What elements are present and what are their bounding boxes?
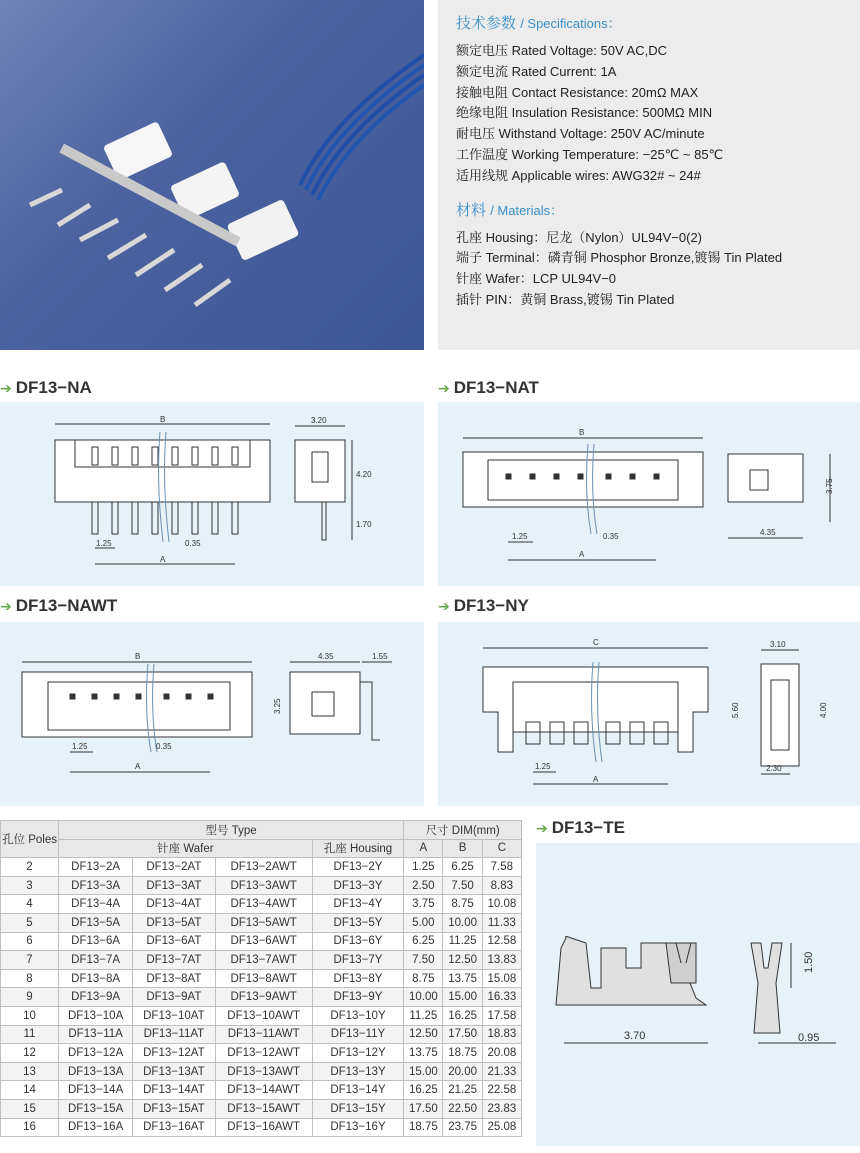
- dim-label: 1.25: [535, 762, 551, 771]
- table-cell: DF13−6A: [59, 932, 133, 951]
- table-cell: DF13−12AWT: [215, 1044, 312, 1063]
- table-cell: DF13−15Y: [312, 1099, 403, 1118]
- table-row: [1, 1081, 522, 1100]
- table-cell: 6.25: [443, 858, 482, 877]
- table-cell: DF13−3AWT: [215, 876, 312, 895]
- dim-label: 4.00: [819, 702, 828, 718]
- table-cell: 14: [1, 1081, 59, 1100]
- dim-label: 3.20: [311, 416, 327, 425]
- table-cell: DF13−10A: [59, 1006, 133, 1025]
- table-cell: 12: [1, 1044, 59, 1063]
- dim-label: 3.70: [624, 1030, 646, 1042]
- table-cell: DF13−14AWT: [215, 1081, 312, 1100]
- spec-line: 额定电压 Rated Voltage: 50V AC,DC: [456, 43, 667, 58]
- dim-label: 3.10: [770, 640, 786, 649]
- table-cell: DF13−15A: [59, 1099, 133, 1118]
- table-cell: DF13−13AWT: [215, 1062, 312, 1081]
- dim-label: 3.75: [825, 478, 834, 494]
- dim-label: A: [593, 775, 599, 784]
- dim-label: B: [579, 428, 585, 437]
- dim-label: A: [135, 762, 141, 771]
- table-cell: 5: [1, 913, 59, 932]
- table-cell: 22.58: [482, 1081, 521, 1100]
- table-cell: DF13−7Y: [312, 951, 403, 970]
- dim-label: 1.50: [803, 951, 815, 973]
- table-cell: DF13−10AT: [133, 1006, 215, 1025]
- table-cell: DF13−13AT: [133, 1062, 215, 1081]
- table-cell: DF13−16A: [59, 1118, 133, 1137]
- header-type: 型号 Type: [59, 821, 404, 840]
- table-cell: 21.25: [443, 1081, 482, 1100]
- table-row: [1, 1044, 522, 1063]
- table-cell: DF13−13Y: [312, 1062, 403, 1081]
- table-cell: DF13−14AT: [133, 1081, 215, 1100]
- table-cell: DF13−4A: [59, 895, 133, 914]
- table-cell: DF13−4Y: [312, 895, 403, 914]
- table-cell: DF13−9AWT: [215, 988, 312, 1007]
- table-row: [1, 969, 522, 988]
- table-cell: 11: [1, 1025, 59, 1044]
- table-cell: DF13−9AT: [133, 988, 215, 1007]
- table-cell: DF13−14Y: [312, 1081, 403, 1100]
- table-cell: DF13−4AT: [133, 895, 215, 914]
- table-cell: DF13−2AT: [133, 858, 215, 877]
- table-cell: 6: [1, 932, 59, 951]
- table-cell: 23.83: [482, 1099, 521, 1118]
- table-row: [1, 1118, 522, 1137]
- drawing-nat: [438, 402, 860, 586]
- table-cell: 12.50: [404, 1025, 443, 1044]
- table-cell: 15.00: [404, 1062, 443, 1081]
- spec-line: 工作温度 Working Temperature: −25℃ ~ 85℃: [456, 146, 724, 162]
- header-a: A: [404, 839, 443, 858]
- material-line: 孔座 Housing：尼龙（Nylon）UL94V−0(2): [456, 229, 703, 245]
- table-cell: DF13−6Y: [312, 932, 403, 951]
- dim-label: 2.30: [766, 764, 782, 773]
- table-cell: 3: [1, 876, 59, 895]
- table-cell: 7.50: [443, 876, 482, 895]
- table-cell: 10.00: [443, 913, 482, 932]
- table-cell: DF13−4AWT: [215, 895, 312, 914]
- table-cell: 17.50: [443, 1025, 482, 1044]
- table-cell: DF13−11AWT: [215, 1025, 312, 1044]
- dimension-table: [0, 820, 522, 1137]
- arrow-icon: ➔: [0, 379, 12, 396]
- table-cell: DF13−10Y: [312, 1006, 403, 1025]
- dim-label: 0.35: [603, 532, 619, 541]
- header-wafer: 针座 Wafer: [59, 839, 313, 858]
- arrow-icon: ➔: [438, 597, 450, 614]
- table-row: [1, 932, 522, 951]
- table-cell: DF13−5A: [59, 913, 133, 932]
- table-cell: 18.75: [404, 1118, 443, 1137]
- section-title-ny: ➔ DF13−NY: [438, 596, 529, 615]
- table-cell: 15: [1, 1099, 59, 1118]
- section-title-na: ➔ DF13−NA: [0, 378, 92, 397]
- table-cell: DF13−11AT: [133, 1025, 215, 1044]
- table-cell: DF13−5AWT: [215, 913, 312, 932]
- arrow-icon: ➔: [438, 379, 450, 396]
- drawing-nawt: [0, 622, 424, 806]
- section-title-nawt: ➔ DF13−NAWT: [0, 596, 118, 615]
- dim-label: 1.25: [512, 532, 528, 541]
- table-cell: 21.33: [482, 1062, 521, 1081]
- table-cell: 20.08: [482, 1044, 521, 1063]
- drawing-te: [536, 843, 860, 1146]
- table-cell: DF13−12A: [59, 1044, 133, 1063]
- dim-label: 1.25: [72, 742, 88, 751]
- table-cell: DF13−8Y: [312, 969, 403, 988]
- table-row: [1, 858, 522, 877]
- spec-line: 额定电流 Rated Current: 1A: [456, 63, 617, 79]
- table-cell: DF13−7AT: [133, 951, 215, 970]
- dim-label: 1.55: [372, 652, 388, 661]
- table-row: [1, 1062, 522, 1081]
- section-title-te: ➔ DF13−TE: [536, 818, 625, 837]
- table-row: [1, 1006, 522, 1025]
- dim-label: A: [160, 555, 166, 564]
- table-cell: DF13−8A: [59, 969, 133, 988]
- table-cell: 13.75: [404, 1044, 443, 1063]
- table-cell: DF13−3A: [59, 876, 133, 895]
- table-cell: 8.75: [443, 895, 482, 914]
- section-title-nat: ➔ DF13−NAT: [438, 378, 539, 397]
- dim-label: 0.35: [185, 539, 201, 548]
- dim-label: B: [160, 415, 166, 424]
- dim-label: 0.95: [798, 1032, 820, 1044]
- table-cell: DF13−14A: [59, 1081, 133, 1100]
- table-cell: 18.83: [482, 1025, 521, 1044]
- spec-line: 耐电压 Withstand Voltage: 250V AC/minute: [456, 126, 705, 142]
- dim-label: 3.25: [273, 698, 282, 714]
- table-cell: DF13−8AWT: [215, 969, 312, 988]
- table-cell: 17.58: [482, 1006, 521, 1025]
- materials-heading: 材料 / Materials：: [456, 201, 564, 219]
- material-line: 针座 Wafer：LCP UL94V−0: [456, 271, 617, 287]
- spec-line: 绝缘电阻 Insulation Resistance: 500MΩ MIN: [456, 105, 713, 121]
- table-cell: DF13−3AT: [133, 876, 215, 895]
- specifications-panel: [438, 0, 860, 350]
- table-cell: DF13−16AWT: [215, 1118, 312, 1137]
- table-row: [1, 913, 522, 932]
- table-cell: DF13−6AT: [133, 932, 215, 951]
- table-cell: 5.00: [404, 913, 443, 932]
- table-cell: DF13−7A: [59, 951, 133, 970]
- table-cell: 11.25: [404, 1006, 443, 1025]
- table-cell: DF13−2Y: [312, 858, 403, 877]
- table-cell: DF13−3Y: [312, 876, 403, 895]
- table-cell: DF13−9Y: [312, 988, 403, 1007]
- table-cell: DF13−2A: [59, 858, 133, 877]
- table-cell: 16.25: [404, 1081, 443, 1100]
- table-cell: DF13−5Y: [312, 913, 403, 932]
- table-cell: DF13−12Y: [312, 1044, 403, 1063]
- dim-label: 0.35: [156, 742, 172, 751]
- table-cell: DF13−12AT: [133, 1044, 215, 1063]
- table-row: [1, 1099, 522, 1118]
- product-photo: [0, 0, 424, 350]
- dim-label: B: [135, 652, 141, 661]
- table-cell: DF13−9A: [59, 988, 133, 1007]
- dim-label: A: [579, 550, 585, 559]
- table-cell: 3.75: [404, 895, 443, 914]
- dim-label: 4.35: [760, 528, 776, 537]
- table-cell: 1.25: [404, 858, 443, 877]
- table-cell: DF13−11A: [59, 1025, 133, 1044]
- table-cell: 12.58: [482, 932, 521, 951]
- specs-heading: 技术参数 / Specifications：: [456, 15, 621, 32]
- arrow-icon: ➔: [536, 819, 548, 836]
- table-cell: 13.75: [443, 969, 482, 988]
- drawing-ny: [438, 622, 860, 806]
- dim-label: 4.20: [356, 470, 372, 479]
- table-cell: 15.08: [482, 969, 521, 988]
- connector-illustration: [0, 0, 424, 350]
- table-cell: 25.08: [482, 1118, 521, 1137]
- table-cell: 20.00: [443, 1062, 482, 1081]
- table-cell: DF13−2AWT: [215, 858, 312, 877]
- table-cell: DF13−5AT: [133, 913, 215, 932]
- table-cell: DF13−15AWT: [215, 1099, 312, 1118]
- drawing-na: [0, 402, 424, 586]
- table-cell: 8: [1, 969, 59, 988]
- dim-label: 1.25: [96, 539, 112, 548]
- dim-label: 1.70: [356, 520, 372, 529]
- table-cell: 2.50: [404, 876, 443, 895]
- spec-line: 适用线规 Applicable wires: AWG32# ~ 24#: [456, 167, 701, 183]
- table-cell: DF13−11Y: [312, 1025, 403, 1044]
- table-cell: 7: [1, 951, 59, 970]
- table-cell: DF13−7AWT: [215, 951, 312, 970]
- dim-label: C: [593, 638, 599, 647]
- material-line: 端子 Terminal：磷青铜 Phosphor Bronze,镀锡 Tin Plated: [456, 250, 783, 266]
- table-cell: DF13−6AWT: [215, 932, 312, 951]
- table-cell: 9: [1, 988, 59, 1007]
- table-cell: 17.50: [404, 1099, 443, 1118]
- dim-label: 5.60: [731, 702, 740, 718]
- table-cell: 16: [1, 1118, 59, 1137]
- arrow-icon: ➔: [0, 597, 12, 614]
- table-cell: 10.00: [404, 988, 443, 1007]
- table-cell: 8.75: [404, 969, 443, 988]
- table-cell: 15.00: [443, 988, 482, 1007]
- table-row: [1, 1025, 522, 1044]
- table-cell: 12.50: [443, 951, 482, 970]
- table-cell: 10: [1, 1006, 59, 1025]
- header-b: B: [443, 839, 482, 858]
- header-poles: 孔位 Poles: [1, 821, 59, 858]
- table-row: [1, 876, 522, 895]
- table-cell: 8.83: [482, 876, 521, 895]
- table-cell: 2: [1, 858, 59, 877]
- table-cell: 11.33: [482, 913, 521, 932]
- table-row: [1, 988, 522, 1007]
- table-cell: 6.25: [404, 932, 443, 951]
- header-housing: 孔座 Housing: [312, 839, 403, 858]
- table-cell: DF13−13A: [59, 1062, 133, 1081]
- material-line: 插针 PIN：黄铜 Brass,镀锡 Tin Plated: [456, 291, 675, 307]
- table-cell: 13.83: [482, 951, 521, 970]
- table-cell: 18.75: [443, 1044, 482, 1063]
- header-c: C: [482, 839, 521, 858]
- dim-label: 4.35: [318, 652, 334, 661]
- table-cell: DF13−10AWT: [215, 1006, 312, 1025]
- table-cell: 22.50: [443, 1099, 482, 1118]
- table-cell: DF13−15AT: [133, 1099, 215, 1118]
- table-cell: DF13−16Y: [312, 1118, 403, 1137]
- header-dim: 尺寸 DIM(mm): [404, 821, 522, 840]
- table-row: [1, 895, 522, 914]
- table-row: [1, 951, 522, 970]
- table-cell: 7.50: [404, 951, 443, 970]
- table-cell: 23.75: [443, 1118, 482, 1137]
- table-cell: 16.25: [443, 1006, 482, 1025]
- spec-line: 接触电阻 Contact Resistance: 20mΩ MAX: [456, 84, 699, 100]
- table-cell: 11.25: [443, 932, 482, 951]
- table-cell: 13: [1, 1062, 59, 1081]
- table-cell: 4: [1, 895, 59, 914]
- table-cell: DF13−16AT: [133, 1118, 215, 1137]
- table-cell: 7.58: [482, 858, 521, 877]
- table-cell: DF13−8AT: [133, 969, 215, 988]
- table-cell: 16.33: [482, 988, 521, 1007]
- table-cell: 10.08: [482, 895, 521, 914]
